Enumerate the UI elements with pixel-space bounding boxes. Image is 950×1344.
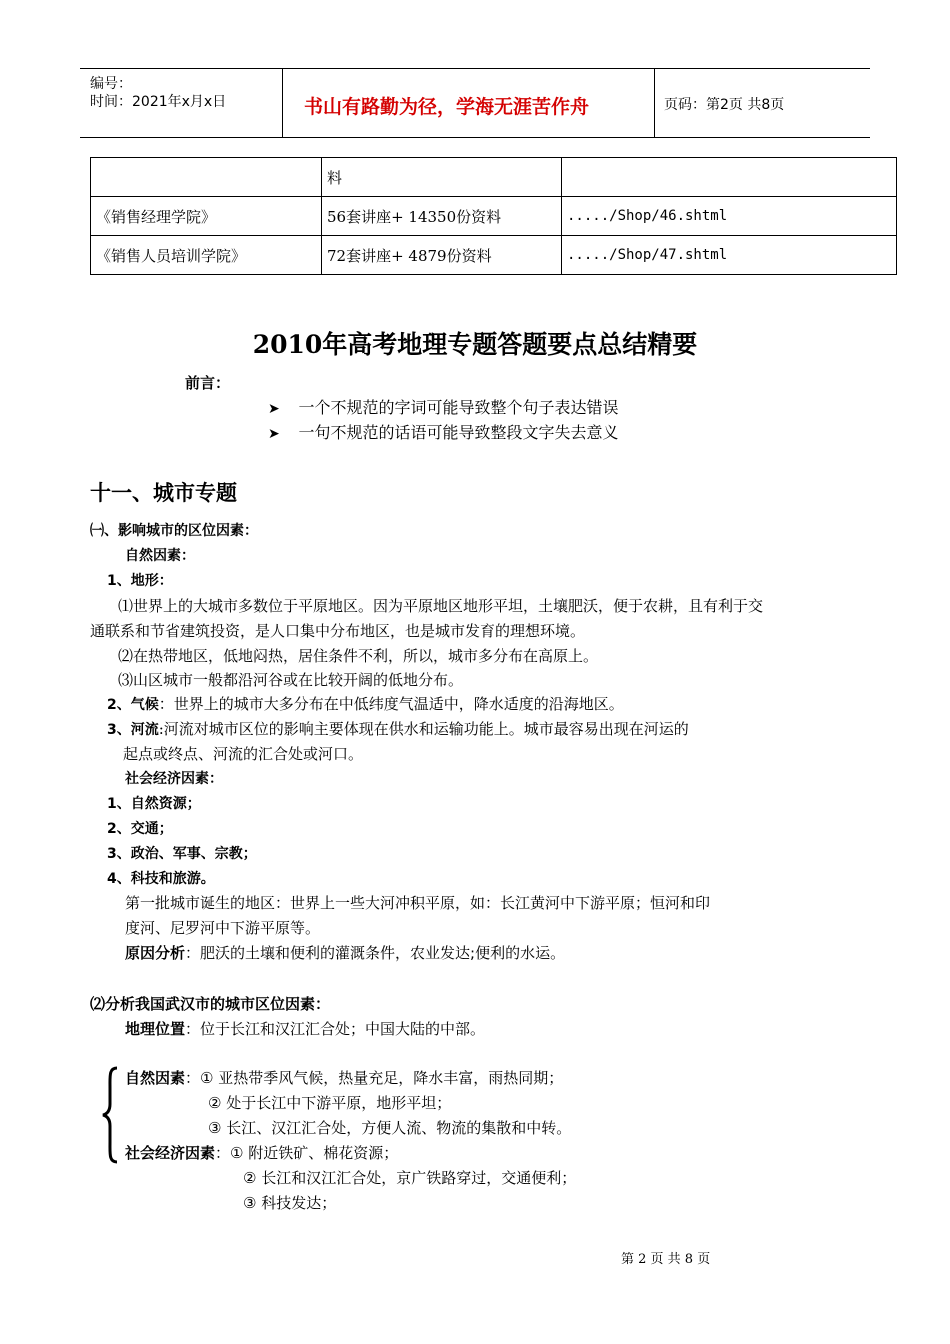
- curly-brace-icon: [100, 1066, 120, 1164]
- river-line: 3、河流:河流对城市区位的影响主要体现在供水和运输功能上。城市最容易出现在河运的: [107, 720, 689, 738]
- wuhan-social-line: ③ 科技发达；: [243, 1194, 337, 1212]
- page-code: 页码：第2页 共8页: [664, 97, 785, 113]
- resource-link[interactable]: ...../Shop/46.shtml: [562, 197, 897, 236]
- table-row: [91, 197, 897, 236]
- social-item: 2、交通；: [107, 821, 173, 837]
- first-cities-text: 度河、尼罗河中下游平原等。: [125, 919, 321, 937]
- resource-content: 料: [322, 158, 562, 197]
- section-heading: 十一、城市专题: [90, 481, 237, 505]
- bullet-item: ➤ 一个不规范的字词可能导致整个句子表达错误: [268, 398, 619, 417]
- subsection-title: ㈠、影响城市的区位因素：: [90, 523, 258, 539]
- motto-text: 书山有路勤为径，学海无涯苦作舟: [304, 96, 590, 118]
- terrain-label: 1、地形：: [107, 573, 173, 589]
- wuhan-social-line: 社会经济因素：① 附近铁矿、棉花资源；: [125, 1144, 399, 1162]
- bullet-item: ➤ 一句不规范的话语可能导致整段文字失去意义: [268, 423, 619, 442]
- resource-name: 《销售经理学院》: [91, 197, 322, 236]
- resource-content: 56套讲座+ 14350份资料: [322, 197, 562, 236]
- terrain-text: ⑴世界上的大城市多数位于平原地区。因为平原地区地形平坦，土壤肥沃，便于农耕，且有利于交: [118, 597, 764, 615]
- river-line-cont: 起点或终点、河流的汇合处或河口。: [123, 745, 364, 763]
- table-row: [91, 158, 897, 197]
- social-item: 4、科技和旅游。: [107, 871, 215, 887]
- doc-number-label: 编号：: [90, 76, 132, 92]
- page-header: [80, 68, 870, 138]
- resource-name: 《销售人员培训学院》: [91, 236, 322, 275]
- terrain-text: ⑶山区城市一般都沿河谷或在比较开阔的低地分布。: [118, 671, 464, 689]
- arrow-bullet-icon: ➤: [268, 426, 280, 442]
- wuhan-social-line: ② 长江和汉江汇合处，京广铁路穿过，交通便利；: [243, 1169, 577, 1187]
- geo-position-line: 地理位置：位于长江和汉江汇合处；中国大陆的中部。: [125, 1020, 486, 1038]
- wuhan-natural-line: 自然因素：① 亚热带季风气候，热量充足，降水丰富，雨热同期；: [125, 1069, 564, 1087]
- doc-title: 2010年高考地理专题答题要点总结精要: [252, 330, 698, 359]
- natural-factors-label: 自然因素：: [125, 548, 195, 564]
- resource-link[interactable]: ...../Shop/47.shtml: [562, 236, 897, 275]
- social-item: 3、政治、军事、宗教；: [107, 846, 257, 862]
- table-row: [91, 236, 897, 275]
- arrow-bullet-icon: ➤: [268, 401, 280, 417]
- doc-time-label: 时间：2021年x月x日: [90, 94, 227, 110]
- header-meta-cell: [80, 69, 283, 137]
- wuhan-natural-line: ③ 长江、汉江汇合处，方便人流、物流的集散和中转。: [208, 1119, 572, 1137]
- preface-label: 前言：: [185, 374, 231, 392]
- header-motto-cell: [282, 69, 655, 137]
- resource-name: [91, 158, 322, 197]
- resource-link[interactable]: [562, 158, 897, 197]
- subsection-title: ⑵分析我国武汉市的城市区位因素：: [90, 995, 331, 1013]
- wuhan-natural-line: ② 处于长江中下游平原，地形平坦；: [208, 1094, 452, 1112]
- social-factors-label: 社会经济因素：: [125, 771, 223, 787]
- first-cities-text: 第一批城市诞生的地区：世界上一些大河冲积平原，如：长江黄河中下游平原；恒河和印: [125, 894, 711, 912]
- social-item: 1、自然资源；: [107, 796, 201, 812]
- climate-line: 2、气候：世界上的城市大多分布在中低纬度气温适中，降水适度的沿海地区。: [107, 695, 624, 713]
- resource-content: 72套讲座+ 4879份资料: [322, 236, 562, 275]
- page-footer: 第 2 页 共 8 页: [621, 1252, 711, 1267]
- reason-line: 原因分析：肥沃的土壤和便利的灌溉条件，农业发达;便利的水运。: [125, 944, 566, 962]
- resource-table: [90, 157, 897, 275]
- terrain-text: ⑵在热带地区，低地闷热，居住条件不利，所以，城市多分布在高原上。: [118, 647, 599, 665]
- terrain-text: 通联系和节省建筑投资，是人口集中分布地区，也是城市发育的理想环境。: [90, 622, 586, 640]
